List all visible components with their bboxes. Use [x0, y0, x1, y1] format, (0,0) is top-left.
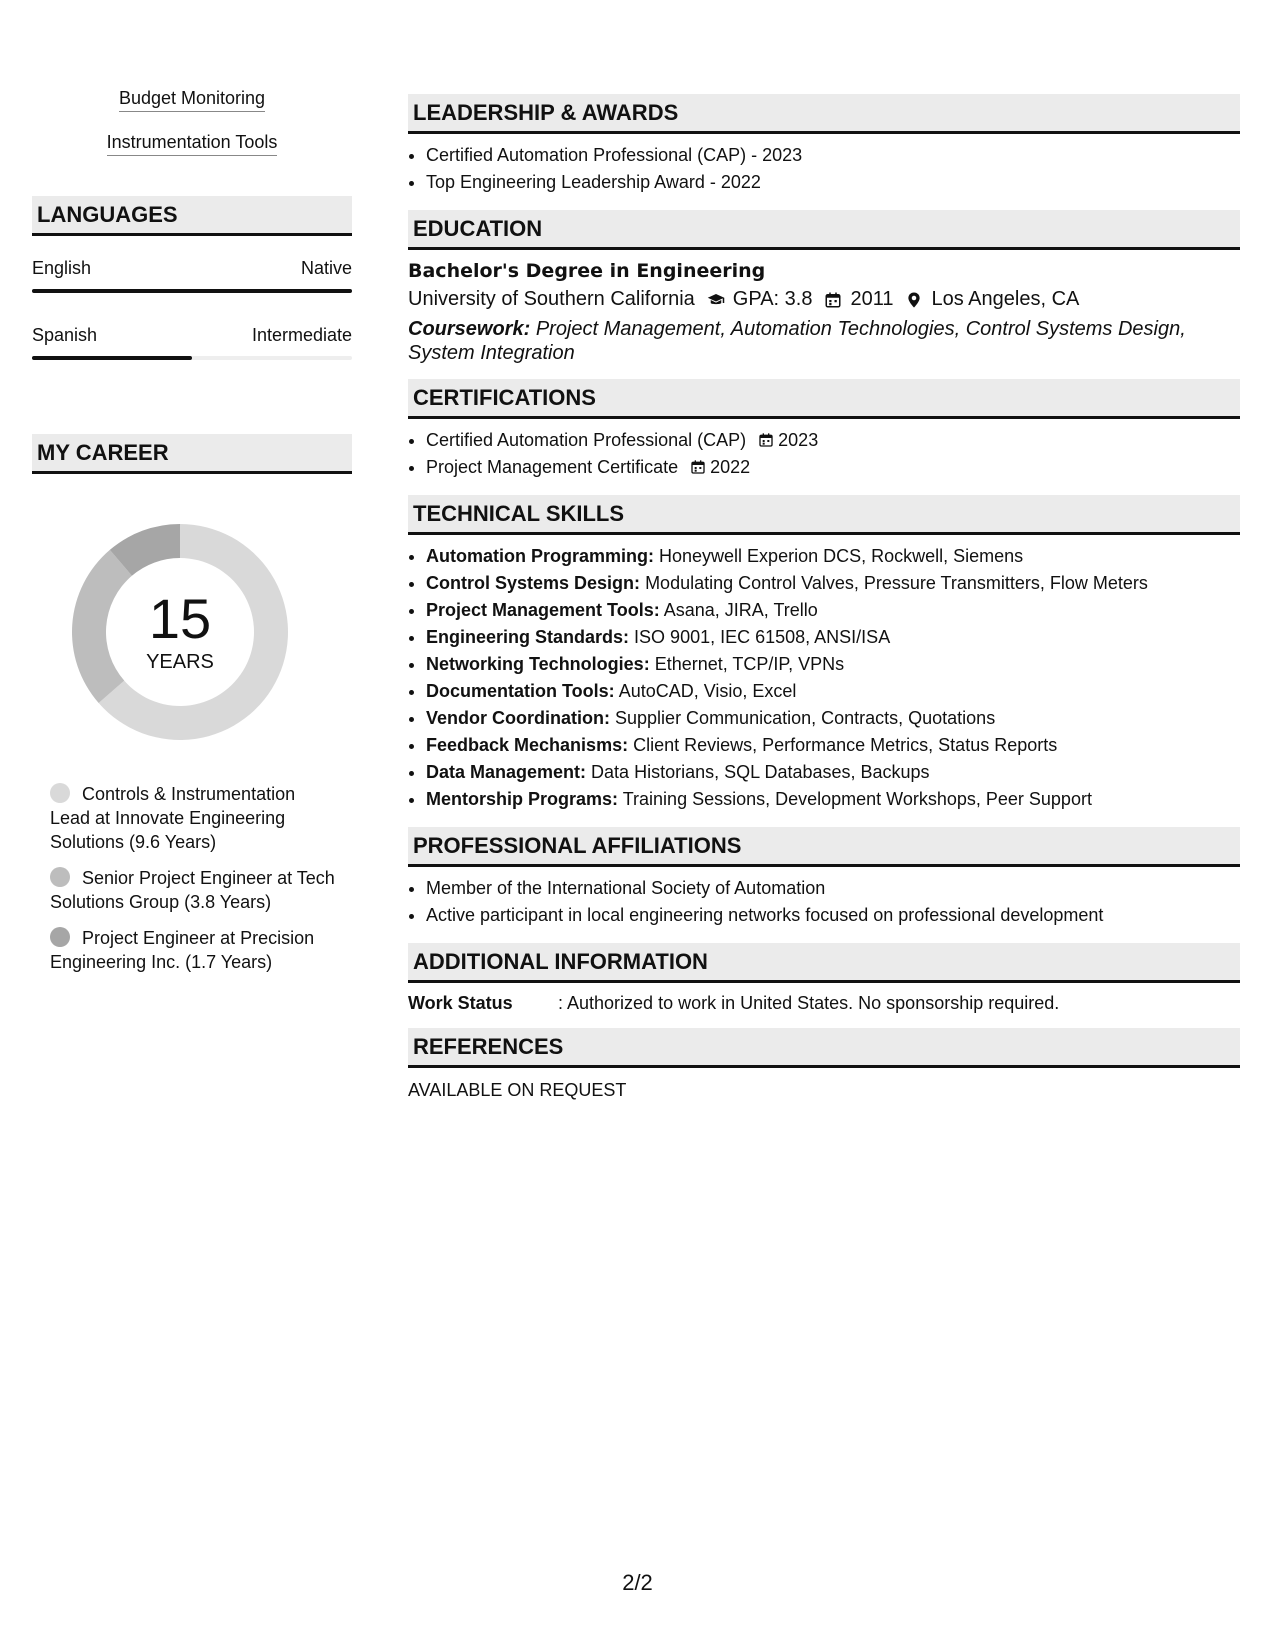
work-status-value: : Authorized to work in United States. No sponsorship required.: [558, 993, 1060, 1013]
education-heading: EDUCATION: [408, 210, 1240, 250]
affiliation-item: • Active participant in local engineering networks focused on professional development: [426, 902, 1240, 929]
career-unit: YEARS: [146, 650, 214, 673]
career-item: [50, 866, 340, 914]
certification-date: 2022: [710, 457, 751, 477]
technical-skill-item: [426, 624, 1240, 651]
calendar-icon: [758, 432, 774, 448]
career-label: Controls & Instrumentation Lead at Innovate Engineering Solutions (9.6 Years): [50, 784, 296, 852]
references-heading: REFERENCES: [408, 1028, 1240, 1068]
career-label: Project Engineer at Precision Engineering Inc. (1.7 Years): [50, 928, 315, 972]
leadership-section: [408, 94, 1240, 196]
languages-heading: LANGUAGES: [32, 196, 352, 236]
education-coursework: [408, 317, 1240, 365]
certification-item: [426, 454, 1240, 481]
education-gpa: GPA: 3.8: [732, 288, 813, 310]
skill-tags: [0, 84, 384, 172]
work-status-row: [408, 993, 1240, 1014]
certification-date: 2023: [778, 430, 819, 450]
coursework-label: Coursework:: [408, 318, 531, 340]
leadership-item: • Certified Automation Professional (CAP) - 2023: [426, 142, 1240, 169]
skill-label: Automation Programming:: [426, 546, 654, 566]
skill-value: Data Historians, SQL Databases, Backups: [591, 762, 930, 782]
graduation-cap-icon: [707, 291, 725, 309]
skill-label: Mentorship Programs:: [426, 789, 619, 809]
additional-info-heading: ADDITIONAL INFORMATION: [408, 943, 1240, 983]
education-school: University of Southern California: [408, 288, 695, 310]
certification-name: Project Management Certificate: [426, 457, 679, 477]
skill-value: Asana, JIRA, Trello: [663, 600, 818, 620]
career-dot: [50, 783, 70, 803]
skill-value: Honeywell Experion DCS, Rockwell, Siemens: [659, 546, 1024, 566]
technical-skill-item: [426, 597, 1240, 624]
work-status-label: Work Status: [408, 993, 513, 1013]
language-level: Intermediate: [251, 325, 352, 345]
location-pin-icon: [905, 291, 923, 309]
languages-section: [32, 196, 352, 360]
coursework-list: Project Management, Automation Technologies, Control Systems Design, System Integration: [408, 318, 1186, 364]
skill-value: Supplier Communication, Contracts, Quotations: [615, 708, 996, 728]
leadership-item: • Top Engineering Leadership Award - 2022: [426, 169, 1240, 196]
skill-value: Client Reviews, Performance Metrics, Status Reports: [633, 735, 1058, 755]
calendar-icon: [690, 459, 706, 475]
additional-info-section: [408, 943, 1240, 1014]
technical-skills-heading: TECHNICAL SKILLS: [408, 495, 1240, 535]
skill-value: Ethernet, TCP/IP, VPNs: [654, 654, 845, 674]
skill-label: Vendor Coordination:: [426, 708, 610, 728]
education-year: 2011: [850, 288, 894, 310]
career-heading: MY CAREER: [32, 434, 352, 474]
language-bar: [32, 356, 352, 360]
certifications-heading: CERTIFICATIONS: [408, 379, 1240, 419]
technical-skill-item: [426, 705, 1240, 732]
skill-label: Documentation Tools:: [426, 681, 615, 701]
language-name: English: [32, 258, 92, 278]
main-content: [408, 94, 1240, 1115]
career-dot: [50, 927, 70, 947]
affiliation-item: • Member of the International Society of Automation: [426, 875, 1240, 902]
calendar-icon: [824, 291, 842, 309]
education-section: [408, 210, 1240, 365]
skill-label: Control Systems Design:: [426, 573, 641, 593]
technical-skill-item: [426, 732, 1240, 759]
education-location: Los Angeles, CA: [931, 288, 1080, 310]
career-total: 15: [148, 586, 212, 650]
affiliations-heading: PROFESSIONAL AFFILIATIONS: [408, 827, 1240, 867]
skill-tag: Budget Monitoring: [119, 88, 265, 112]
references-text: AVAILABLE ON REQUEST: [408, 1080, 627, 1100]
career-section: [32, 434, 352, 974]
language-bar: [32, 289, 352, 293]
education-degree: Bachelor's Degree in Engineering: [408, 260, 766, 282]
affiliations-section: [408, 827, 1240, 929]
language-item: [32, 258, 352, 293]
certifications-section: [408, 379, 1240, 481]
technical-skill-item: [426, 678, 1240, 705]
career-list: [50, 782, 352, 974]
technical-skill-item: [426, 651, 1240, 678]
technical-skills-section: [408, 495, 1240, 813]
career-donut: [66, 518, 294, 746]
career-item: [50, 926, 340, 974]
technical-skill-item: [426, 786, 1240, 813]
education-details: [408, 288, 1240, 311]
skill-label: Engineering Standards:: [426, 627, 630, 647]
technical-skill-item: [426, 570, 1240, 597]
sidebar: [32, 84, 352, 986]
career-label: Senior Project Engineer at Tech Solutions Group (3.8 Years): [50, 868, 335, 912]
skill-tag: Instrumentation Tools: [107, 132, 278, 156]
skill-value: AutoCAD, Visio, Excel: [618, 681, 797, 701]
skill-label: Data Management:: [426, 762, 587, 782]
skill-value: Training Sessions, Development Workshops, Peer Support: [622, 789, 1092, 809]
skill-label: Project Management Tools:: [426, 600, 660, 620]
career-dot: [50, 867, 70, 887]
certification-item: [426, 427, 1240, 454]
language-item: [32, 325, 352, 360]
career-item: [50, 782, 340, 854]
language-name: Spanish: [32, 325, 98, 345]
language-bar-fill: [32, 289, 352, 293]
skill-value: ISO 9001, IEC 61508, ANSI/ISA: [634, 627, 891, 647]
skill-value: Modulating Control Valves, Pressure Transmitters, Flow Meters: [645, 573, 1148, 593]
skill-label: Networking Technologies:: [426, 654, 650, 674]
leadership-heading: LEADERSHIP & AWARDS: [408, 94, 1240, 134]
certification-name: Certified Automation Professional (CAP): [426, 430, 747, 450]
skill-label: Feedback Mechanisms:: [426, 735, 629, 755]
technical-skill-item: [426, 759, 1240, 786]
page-number: 2/2: [622, 1570, 653, 1595]
language-level: Native: [300, 258, 352, 278]
language-bar-fill: [32, 356, 192, 360]
references-section: [408, 1028, 1240, 1101]
technical-skill-item: [426, 543, 1240, 570]
